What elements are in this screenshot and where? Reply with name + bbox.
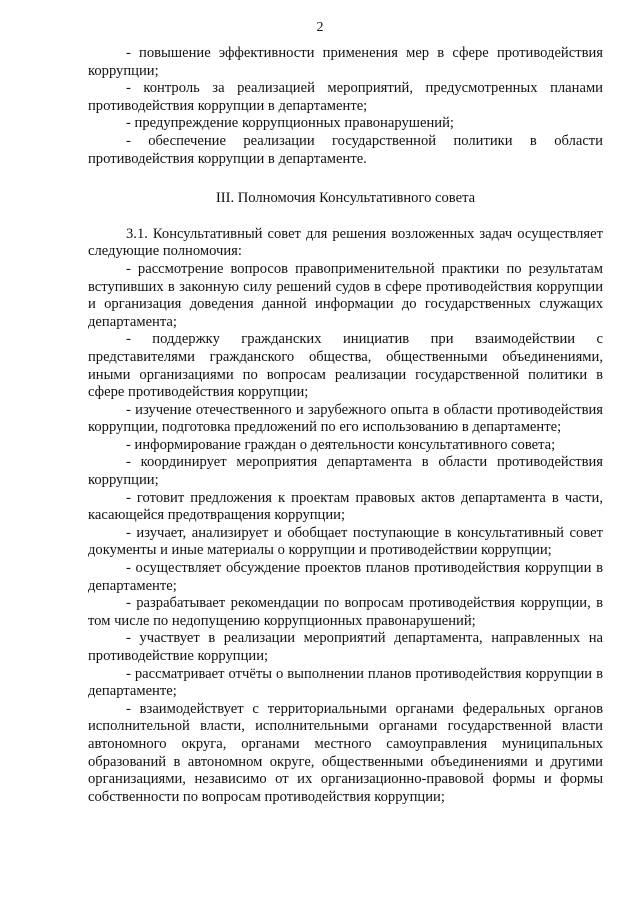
document-body <box>88 45 603 806</box>
paragraph: - изучает, анализирует и обобщает поступающие в консультативный совет документы и иные материалы о коррупции и противодействии коррупции; <box>88 524 603 559</box>
paragraph: - координирует мероприятия департамента в области противодействия коррупции; <box>88 454 603 489</box>
paragraph: - контроль за реализацией мероприятий, предусмотренных планами противодействия коррупции в департаменте; <box>88 80 603 114</box>
paragraph: - разрабатывает рекомендации по вопросам противодействия коррупции, в том числе по недопущению коррупционных правонарушений; <box>88 595 603 629</box>
paragraph: - рассматривает отчёты о выполнении планов противодействия коррупции в департаменте; <box>88 665 603 700</box>
paragraph: - повышение эффективности применения мер в сфере противодействия коррупции; <box>88 45 603 79</box>
paragraph: - осуществляет обсуждение проектов планов противодействия коррупции в департаменте; <box>88 560 603 594</box>
page-number: 2 <box>316 20 324 35</box>
paragraph: - готовит предложения к проектам правовых актов департамента в части, касающейся предотвращения коррупции; <box>88 489 603 524</box>
paragraph: - информирование граждан о деятельности консультативного совета; <box>126 436 556 453</box>
paragraph: - изучение отечественного и зарубежного опыта в области противодействия коррупции, подготовка предложений по его использованию в департаменте; <box>88 401 603 436</box>
section-heading: III. Полномочия Консультативного совета <box>215 190 476 207</box>
paragraph: - предупреждение коррупционных правонарушений; <box>126 115 454 132</box>
paragraph: - обеспечение реализации государственной политики в области противодействия коррупции в департаменте. <box>88 132 603 167</box>
paragraph: - взаимодействует с территориальными органами федеральных органов исполнительной власти, исполнительными органами государственной власти автономного округа, органами местного самоуправления муниципальных образований в автономном округе, общественными объединениями и другими организациями, независимо от их организационно-правовой формы и формы собственности по вопросам противодействия коррупции; <box>88 700 603 805</box>
paragraph: 3.1. Консультативный совет для решения возложенных задач осуществляет следующие полномочия: <box>88 225 603 260</box>
paragraph: - поддержку гражданских инициатив при взаимодействии с представителями гражданского общества, общественными объединениями, иными организациями по вопросам реализации государственной политики в сфере противодействия коррупции; <box>88 331 603 401</box>
paragraph: - участвует в реализации мероприятий департамента, направленных на противодействие коррупции; <box>88 630 603 664</box>
paragraph: - рассмотрение вопросов правоприменительной практики по результатам вступивших в законную силу решений судов в сфере противодействия коррупции и организация доведения данной информации до государственных служащих департамента; <box>88 260 603 330</box>
